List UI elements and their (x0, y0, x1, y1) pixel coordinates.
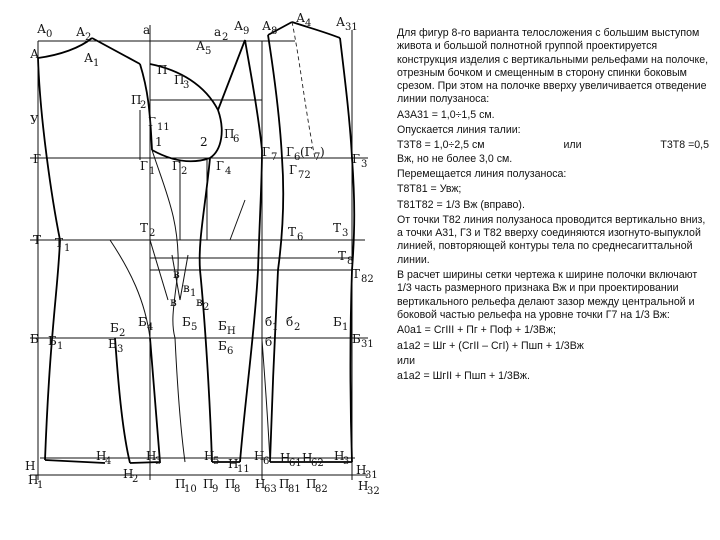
svg-text:П: П (203, 477, 214, 491)
svg-text:11: 11 (237, 464, 250, 475)
svg-text:5: 5 (213, 456, 220, 467)
svg-text:2: 2 (119, 328, 126, 339)
text-line: Опускается линия талии: (397, 124, 521, 137)
svg-text:Н: Н (146, 449, 157, 463)
svg-text:П: П (224, 127, 235, 141)
text-line: а1а2 = ШгII + Пшп + 1/3Вж. (397, 370, 530, 383)
svg-text:Б: Б (218, 339, 227, 353)
svg-text:Н: Н (255, 477, 266, 491)
svg-text:в: в (170, 295, 177, 309)
text-line: Перемещается линия полузаноса: (397, 167, 567, 180)
text-line: Т8Т81 = Увж; (397, 183, 462, 196)
svg-text:а: а (143, 23, 151, 37)
text-line: Т81Т82 = 1/3 Вж (вправо). (397, 198, 525, 211)
svg-text:Н: Н (334, 449, 345, 463)
front-piece (262, 22, 354, 462)
svg-text:Н: Н (96, 449, 107, 463)
svg-text:9: 9 (212, 484, 219, 495)
svg-text:б: б (265, 315, 273, 329)
svg-text:Г: Г (33, 152, 41, 166)
svg-text:П: П (279, 477, 290, 491)
svg-text:63: 63 (264, 484, 277, 495)
svg-text:0: 0 (46, 29, 53, 40)
svg-text:Т: Т (140, 221, 149, 235)
svg-text:1: 1 (93, 58, 100, 69)
text-line: Вж, но не более 3,0 см. (397, 152, 513, 165)
svg-text:Н: Н (356, 463, 367, 477)
svg-text:6: 6 (233, 134, 240, 145)
svg-text:Б: Б (108, 337, 117, 351)
svg-text:Т: Т (352, 267, 361, 281)
svg-text:4: 4 (305, 18, 312, 29)
svg-text:А: А (84, 51, 94, 65)
svg-text:4: 4 (105, 456, 112, 467)
description-text (397, 27, 709, 385)
svg-text:А: А (30, 47, 40, 61)
svg-text:6: 6 (227, 346, 234, 357)
text-line: А3А31 = 1,0÷1,5 см. (397, 108, 495, 121)
svg-text:82: 82 (315, 484, 328, 495)
svg-text:5: 5 (205, 46, 212, 57)
darts (150, 200, 245, 300)
svg-text:4: 4 (147, 322, 154, 333)
svg-text:Г: Г (172, 159, 180, 173)
formula-row (397, 139, 709, 152)
svg-text:б: б (265, 335, 273, 349)
svg-text:Н: Н (28, 473, 39, 487)
svg-text:2: 2 (132, 474, 139, 485)
svg-text:6: 6 (294, 152, 301, 163)
svg-text:А: А (196, 39, 206, 53)
point-labels (25, 11, 380, 497)
svg-text:62: 62 (311, 458, 324, 469)
svg-text:Н: Н (228, 457, 239, 471)
svg-text:Г: Г (286, 145, 294, 159)
svg-text:П: П (131, 93, 142, 107)
svg-text:П: П (306, 477, 317, 491)
svg-text:31: 31 (361, 339, 374, 350)
svg-text:Т: Т (55, 236, 64, 250)
svg-text:3: 3 (117, 344, 124, 355)
svg-text:10: 10 (184, 484, 197, 495)
svg-text:6: 6 (297, 232, 304, 243)
svg-text:Б: Б (30, 332, 39, 346)
svg-text:Б: Б (333, 315, 342, 329)
svg-text:Б: Б (48, 334, 57, 348)
svg-text:81: 81 (288, 484, 301, 495)
svg-text:7: 7 (271, 152, 278, 163)
svg-text:8: 8 (234, 484, 241, 495)
svg-text:3: 3 (361, 159, 368, 170)
svg-text:Т: Т (338, 249, 347, 263)
formula-middle: или (563, 139, 582, 152)
svg-text:5: 5 (191, 322, 198, 333)
svg-text:А: А (336, 15, 346, 29)
svg-text:1: 1 (64, 243, 71, 254)
svg-text:6: 6 (263, 456, 270, 467)
svg-text:Г: Г (352, 152, 360, 166)
svg-text:Т: Т (33, 233, 42, 247)
formula-left: Т3Т8 = 1,0÷2,5 см (397, 139, 485, 152)
svg-text:Г: Г (289, 163, 297, 177)
text-line: От точки Т82 линия полузаноса проводится вертикально вниз, а точки А31, Г3 и Т82 вверху соединяются изогнуто-выпуклой линией, повторяющей контуры тела по среднесагиттальной линии. (397, 213, 706, 266)
text-line: Для фигур 8-го варианта телосложения с большим выступом живота и большой полнотной группой проектируется конструкция изделия с вертикальными рельефами на полочке, отрезным бочком и смещенным в сторону спинки боковым срезом. При этом на полочке вверху увеличивается отведение линии полузаноса: (397, 27, 709, 106)
side-piece (200, 40, 265, 463)
svg-text:3: 3 (343, 456, 350, 467)
svg-text:Г: Г (262, 145, 270, 159)
svg-text:1: 1 (342, 322, 349, 333)
svg-text:Н: Н (204, 449, 215, 463)
svg-text:7: 7 (314, 152, 321, 163)
svg-text:9: 9 (243, 26, 250, 37)
svg-text:в: в (196, 295, 203, 309)
svg-text:Г: Г (216, 159, 224, 173)
svg-text:Г: Г (148, 115, 156, 129)
svg-text:П: П (225, 477, 236, 491)
svg-text:32: 32 (367, 486, 380, 497)
svg-text:2: 2 (140, 100, 147, 111)
svg-text:Б: Б (352, 332, 361, 346)
svg-text:H: H (227, 326, 236, 337)
formula-right: Т3Т8 =0,5 (660, 139, 709, 152)
svg-text:Б: Б (110, 321, 119, 335)
svg-text:А: А (296, 11, 306, 25)
svg-text:1: 1 (272, 322, 279, 333)
svg-text:2: 2 (200, 135, 208, 149)
svg-text:Н: Н (302, 451, 313, 465)
svg-text:Г: Г (140, 159, 148, 173)
svg-text:61: 61 (289, 458, 302, 469)
svg-text:2: 2 (294, 322, 301, 333)
svg-text:Н: Н (358, 479, 369, 493)
svg-text:Т: Т (333, 221, 342, 235)
svg-text:Н: Н (123, 467, 134, 481)
svg-text:Н: Н (25, 459, 36, 473)
svg-text:2: 2 (222, 32, 229, 43)
svg-text:1: 1 (37, 480, 44, 491)
svg-text:11: 11 (157, 122, 170, 133)
svg-text:1: 1 (155, 135, 163, 149)
svg-text:Н: Н (280, 451, 291, 465)
svg-text:2: 2 (85, 32, 92, 43)
svg-text:1: 1 (190, 288, 197, 299)
svg-text:31: 31 (345, 22, 358, 33)
svg-text:У: У (30, 113, 39, 127)
svg-text:82: 82 (361, 274, 374, 285)
svg-text:1: 1 (149, 166, 156, 177)
svg-text:А: А (37, 22, 47, 36)
svg-text:А: А (262, 19, 272, 33)
svg-text:Т: Т (288, 225, 297, 239)
svg-text:2: 2 (181, 166, 188, 177)
text-line: А0а1 = СгIII + Пг + Поф + 1/3Вж; (397, 324, 556, 337)
svg-text:): ) (320, 145, 325, 159)
svg-text:Б: Б (138, 315, 147, 329)
text-line: а1а2 = Шг + (СгII – СгI) + Пшп + 1/3Вж (397, 339, 584, 352)
svg-text:П: П (157, 63, 168, 77)
svg-text:4: 4 (225, 166, 232, 177)
svg-text:в: в (173, 267, 180, 281)
svg-text:2: 2 (203, 302, 210, 313)
svg-text:8: 8 (347, 256, 354, 267)
svg-text:1: 1 (57, 341, 64, 352)
svg-text:Б: Б (218, 319, 227, 333)
svg-text:А: А (234, 19, 244, 33)
text-line: или (397, 354, 416, 367)
svg-text:8: 8 (271, 26, 278, 37)
svg-text:31: 31 (365, 470, 378, 481)
svg-text:Б: Б (182, 315, 191, 329)
svg-text:в: в (183, 281, 190, 295)
text-line: В расчет ширины сетки чертежа к ширине полочки включают 1/3 часть размерного признака Вж и при проектировании вертикального рельефа делают зазор между центральной и боковой частью рельефа на уровне точки Г7 на 1/3 Вж: (397, 269, 698, 321)
svg-text:2: 2 (149, 228, 156, 239)
svg-text:а: а (214, 25, 222, 39)
svg-text:72: 72 (298, 170, 311, 181)
svg-text:П: П (175, 477, 186, 491)
svg-text:Н: Н (254, 449, 265, 463)
svg-text:П: П (174, 73, 185, 87)
svg-text:А: А (76, 25, 86, 39)
svg-text:3: 3 (155, 456, 162, 467)
svg-text:3: 3 (183, 80, 190, 91)
svg-text:б: б (286, 315, 294, 329)
svg-text:(Г: (Г (300, 145, 313, 159)
back-piece (38, 38, 188, 463)
svg-text:3: 3 (342, 228, 349, 239)
